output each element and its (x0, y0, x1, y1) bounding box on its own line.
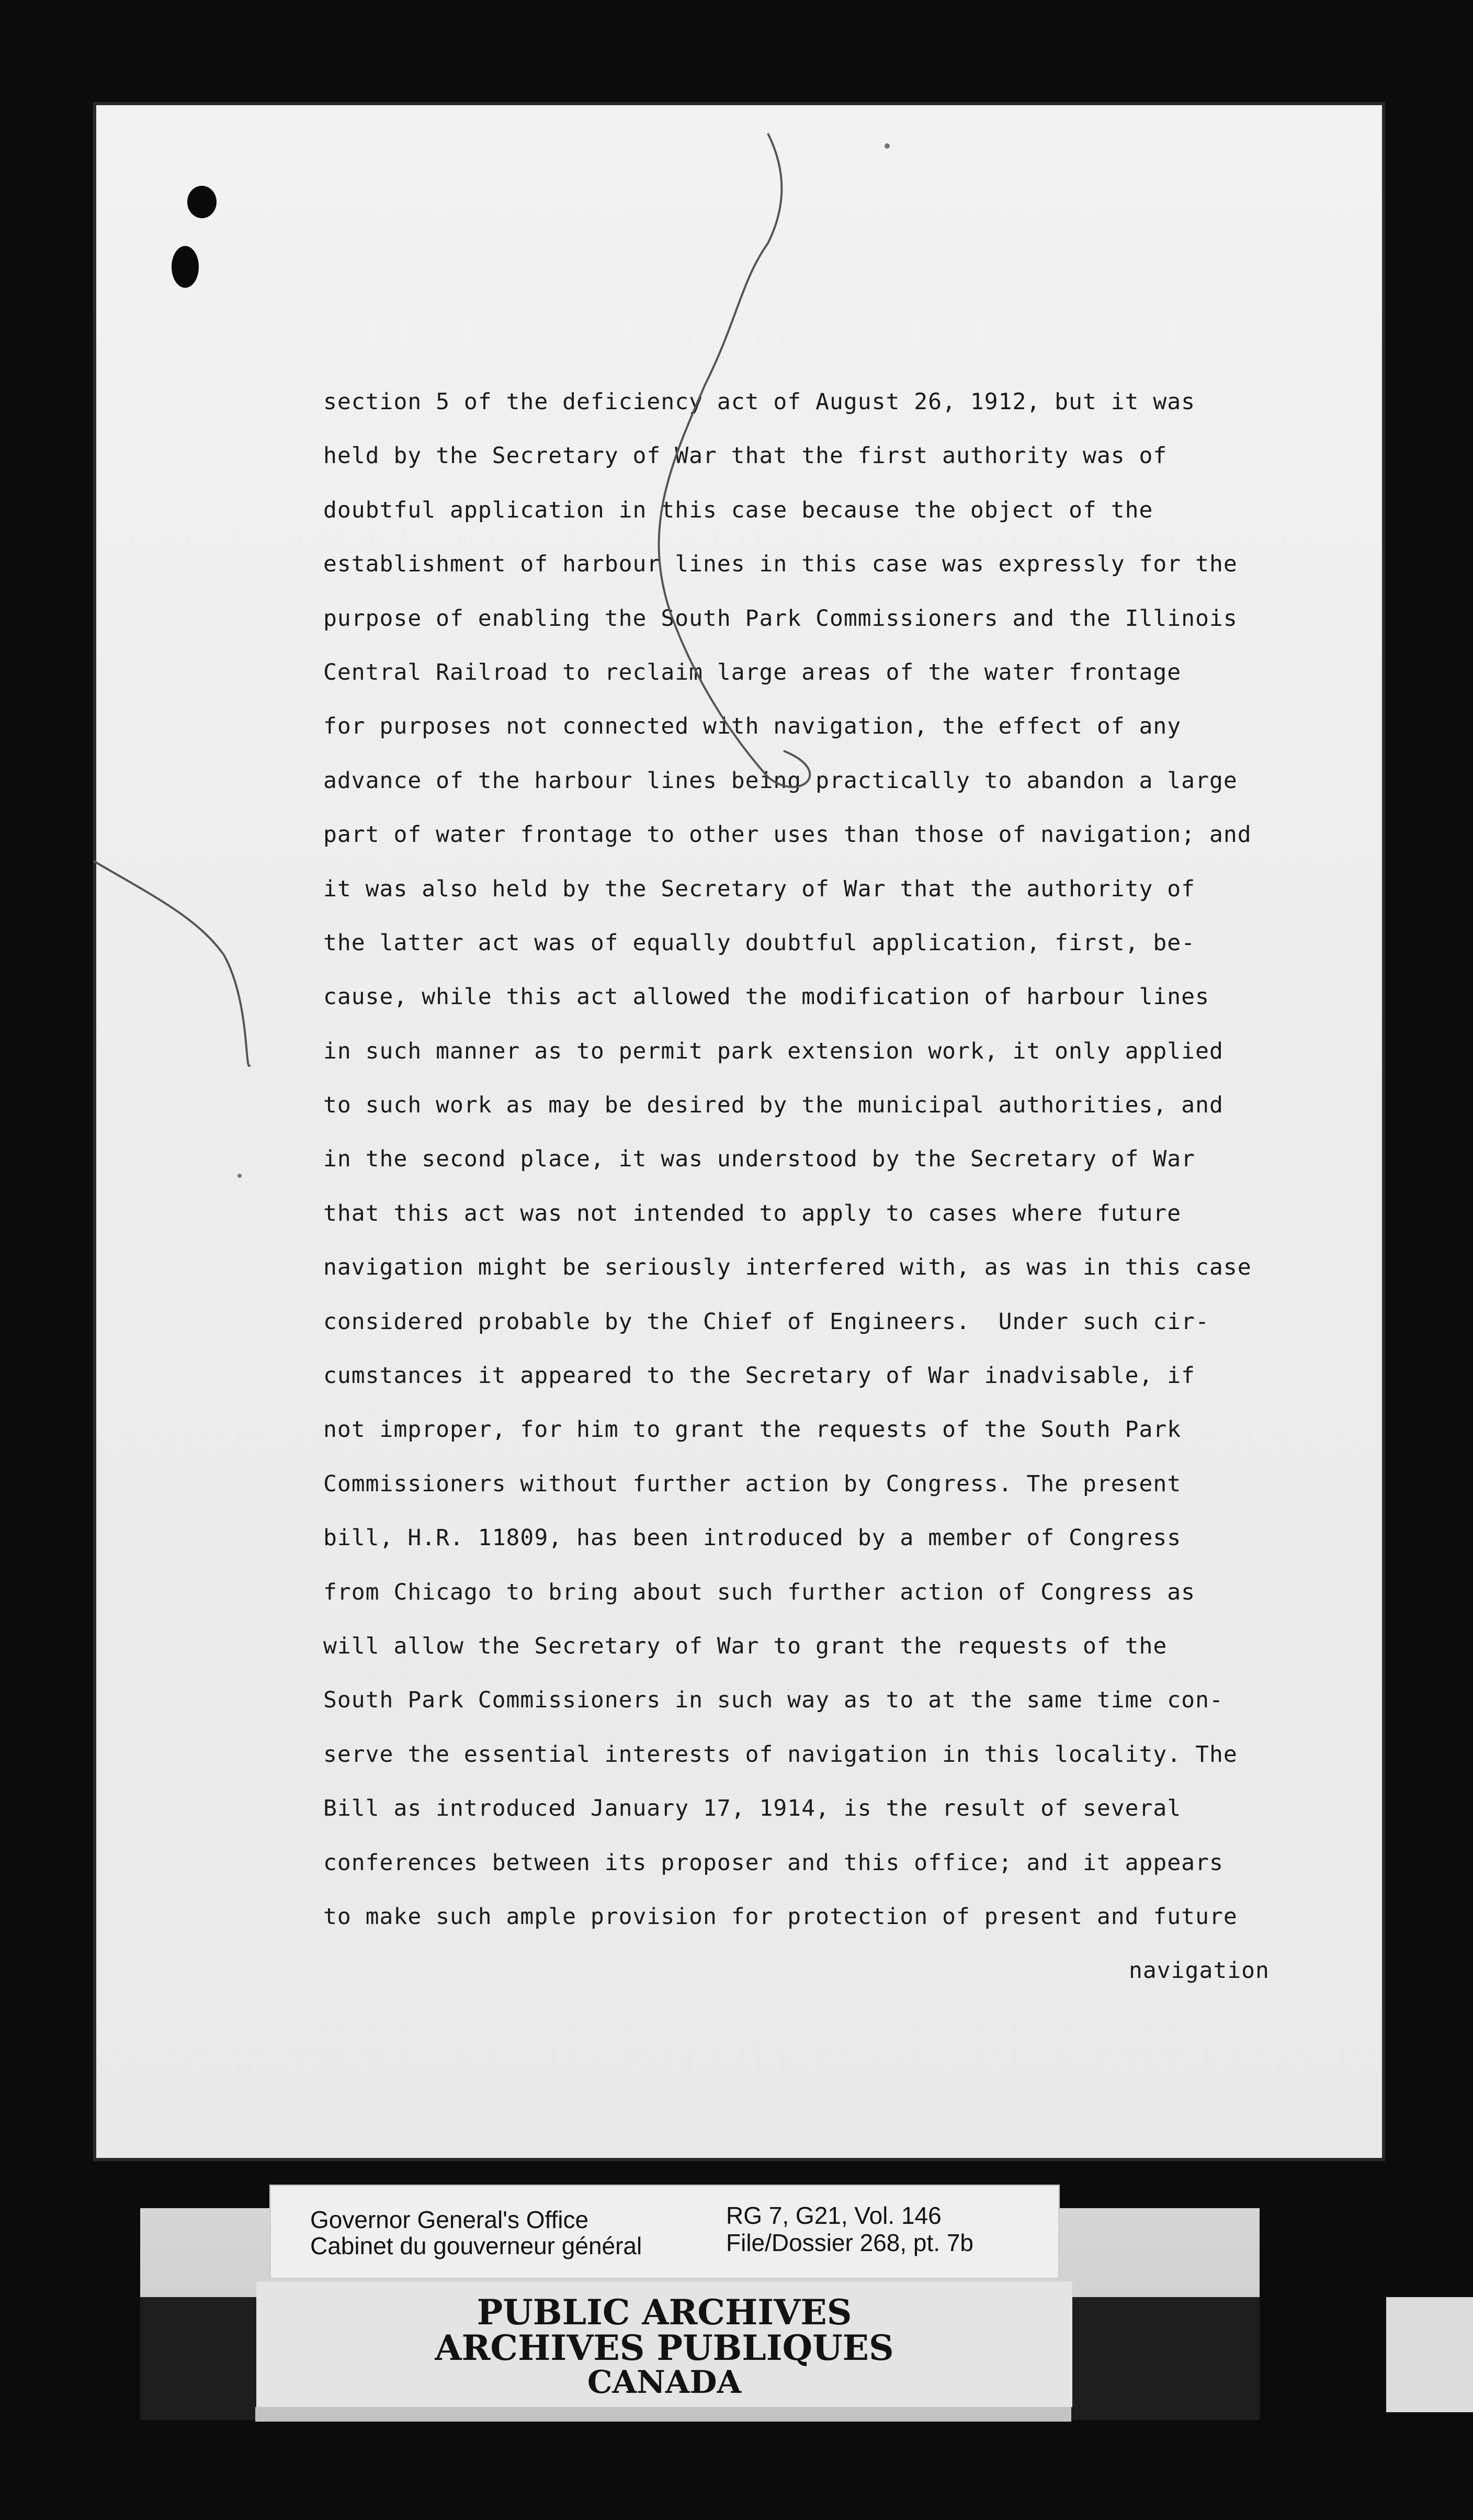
edge-tag (1386, 2297, 1473, 2412)
text-line: the latter act was of equally doubtful application, first, be- (323, 929, 1196, 956)
text-line: Bill as introduced January 17, 1914, is the result of several (323, 1795, 1182, 1822)
text-line: not improper, for him to grant the requests of the South Park (323, 1416, 1182, 1443)
text-line: establishment of harbour lines in this case was expressly for the (323, 551, 1238, 578)
text-line: that this act was not intended to apply to cases where future (323, 1200, 1182, 1227)
file-reference: File/Dossier 268, pt. 7b (726, 2229, 974, 2256)
stamp-line-canada: CANADA (587, 2364, 742, 2401)
text-line: purpose of enabling the South Park Commissioners and the Illinois (323, 605, 1238, 632)
office-english: Governor General's Office (310, 2206, 589, 2233)
archives-stamp (256, 2281, 1072, 2407)
text-line: section 5 of the deficiency act of August 26, 1912, but it was (323, 389, 1196, 415)
archive-reference-label (269, 2185, 1060, 2279)
typed-text-block (323, 375, 1369, 1998)
text-line: serve the essential interests of navigation in this locality. The (323, 1741, 1238, 1768)
text-line: from Chicago to bring about such further action of Congress as (323, 1579, 1196, 1605)
text-line: to such work as may be desired by the municipal authorities, and (323, 1092, 1223, 1119)
text-line: conferences between its proposer and this office; and it appears (323, 1849, 1223, 1876)
catchword: navigation (1129, 1958, 1270, 1984)
document-page (93, 102, 1385, 2161)
text-line: doubtful application in this case because the object of the (323, 497, 1153, 523)
text-line: cumstances it appeared to the Secretary of War inadvisable, if (323, 1363, 1196, 1389)
text-line: considered probable by the Chief of Engineers. Under such cir- (323, 1308, 1209, 1335)
stamp-line-public-archives: PUBLIC ARCHIVES (477, 2292, 852, 2333)
text-line: in the second place, it was understood by the Secretary of War (323, 1146, 1196, 1173)
stamp-line-archives-publiques: ARCHIVES PUBLIQUES (435, 2327, 894, 2368)
footer-strip (255, 2407, 1071, 2422)
text-line: navigation might be seriously interfered with, as was in this case (323, 1254, 1252, 1281)
text-line: advance of the harbour lines being practically to abandon a large (323, 767, 1238, 794)
punch-hole-bottom (172, 246, 199, 288)
text-line: held by the Secretary of War that the first authority was of (323, 443, 1168, 469)
text-line: South Park Commissioners in such way as to at the same time con- (323, 1687, 1223, 1714)
text-line: Central Railroad to reclaim large areas of the water frontage (323, 659, 1182, 685)
text-line: part of water frontage to other uses than those of navigation; and (323, 822, 1252, 848)
office-french: Cabinet du gouverneur général (310, 2232, 642, 2259)
text-line: cause, while this act allowed the modification of harbour lines (323, 984, 1209, 1010)
text-line: in such manner as to permit park extension work, it only applied (323, 1038, 1223, 1064)
text-line: for purposes not connected with navigation, the effect of any (323, 713, 1182, 740)
text-line: it was also held by the Secretary of War that the authority of (323, 875, 1196, 902)
text-line: Commissioners without further action by Congress. The present (323, 1470, 1182, 1497)
text-line: to make such ample provision for protection of present and future (323, 1903, 1238, 1930)
text-line: will allow the Secretary of War to grant the requests of the (323, 1633, 1168, 1659)
text-line: bill, H.R. 11809, has been introduced by a member of Congress (323, 1525, 1182, 1551)
punch-hole-top (187, 186, 217, 218)
record-group-reference: RG 7, G21, Vol. 146 (726, 2202, 942, 2229)
